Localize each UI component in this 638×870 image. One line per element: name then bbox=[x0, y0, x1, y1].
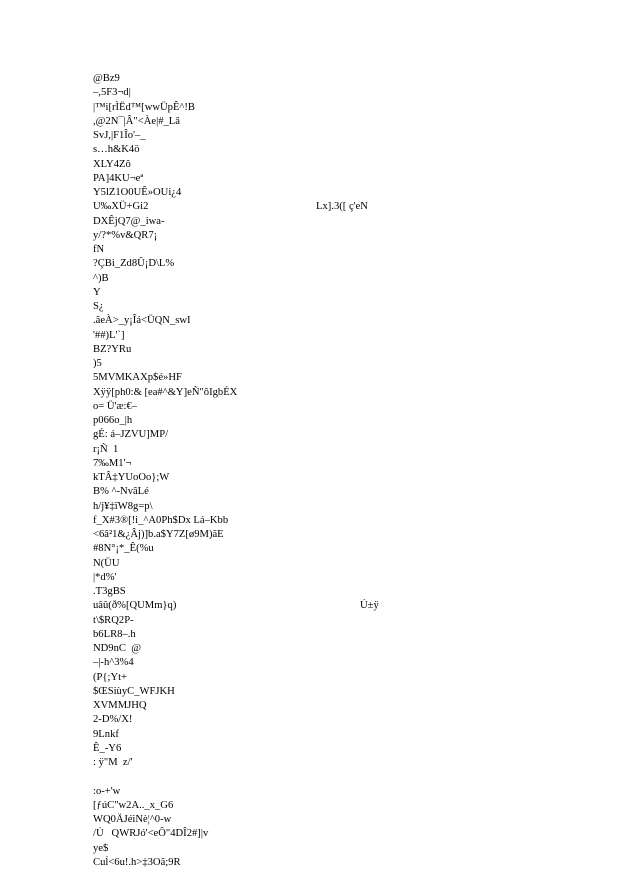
text-line bbox=[93, 728, 553, 742]
text-line-content: 2-D%/X! bbox=[93, 714, 133, 726]
text-line bbox=[93, 471, 553, 485]
text-line-content: [ƒúC"w2A.._x_G6 bbox=[93, 799, 174, 811]
text-line bbox=[93, 685, 553, 699]
text-line-content: Xÿÿ[ph0:& [ea#^&Y]eÑ"ôIgbÉX bbox=[93, 386, 238, 398]
text-line bbox=[93, 272, 553, 286]
text-line bbox=[93, 528, 553, 542]
text-line-content: |™i[rÌËd™[wwÜpÊ^!B bbox=[93, 101, 195, 113]
text-line bbox=[93, 713, 553, 727]
text-line bbox=[93, 257, 553, 271]
text-line bbox=[93, 357, 553, 371]
text-line-content: –|-h^3%4 bbox=[93, 657, 134, 669]
text-line bbox=[93, 656, 553, 670]
text-line-content: Cuĺ<6u!.h>‡3Oã;9R bbox=[93, 856, 181, 868]
text-line bbox=[93, 642, 553, 656]
text-line bbox=[93, 813, 553, 827]
text-line-content: o= Ü'æ:€– bbox=[93, 400, 138, 412]
text-line-content: DXÊjQ7@_iwa- bbox=[93, 215, 165, 227]
text-line bbox=[93, 300, 553, 314]
text-line-content: ,@2N¯|Â"<Àe|#_Lâ bbox=[93, 115, 180, 127]
text-line-content: s…h&K4ö bbox=[93, 144, 140, 156]
text-line bbox=[93, 286, 553, 300]
text-line-content: r¡Ñ 1 bbox=[93, 443, 119, 455]
text-line bbox=[93, 571, 553, 585]
text-line-content: ^)B bbox=[93, 272, 109, 284]
text-line bbox=[93, 557, 553, 571]
text-line-content: Y bbox=[93, 286, 101, 298]
text-line-content: #8N°¡*_Ê(%u bbox=[93, 543, 154, 555]
text-line-content: : ÿ"M z/' bbox=[93, 757, 133, 768]
document-text-block bbox=[93, 72, 553, 870]
text-line bbox=[93, 827, 553, 841]
text-line-content: BZ?YRu bbox=[93, 343, 132, 355]
text-line bbox=[93, 842, 553, 856]
text-line-content: WQ0ÄJéiNè¦^0-w bbox=[93, 814, 172, 825]
text-line-content: 5MVMKAXp$é»HF bbox=[93, 372, 182, 384]
text-line bbox=[93, 386, 553, 400]
text-line-content: kTÂ‡YUoOo};W bbox=[93, 472, 170, 483]
text-line-content: U‰XÜ+Gi2 bbox=[93, 201, 149, 213]
text-line-content: XLY4Zô bbox=[93, 158, 131, 170]
text-line-content: )5 bbox=[93, 358, 102, 369]
text-line-content: <6â²1&¿Âj)]b.a$Y7Z[ø9M)ãE bbox=[93, 529, 224, 540]
text-line bbox=[93, 229, 553, 243]
text-line-content: B% ^-NvâLé bbox=[93, 486, 149, 498]
text-line bbox=[93, 158, 553, 172]
text-line bbox=[93, 215, 553, 229]
text-line bbox=[93, 599, 553, 613]
text-line bbox=[93, 500, 553, 514]
text-line bbox=[93, 414, 553, 428]
text-line bbox=[93, 699, 553, 713]
text-line bbox=[93, 671, 553, 685]
text-line-content: $ŒSiùyC_WFJKH bbox=[93, 685, 175, 697]
text-line bbox=[93, 428, 553, 442]
text-line bbox=[93, 143, 553, 157]
text-line bbox=[93, 129, 553, 143]
text-line bbox=[93, 585, 553, 599]
text-line bbox=[93, 343, 553, 357]
text-line-content: t\$RQ2P- bbox=[93, 614, 134, 626]
text-line-content: fN bbox=[93, 244, 105, 255]
text-line-content: .T3gBS bbox=[93, 586, 126, 597]
text-line bbox=[93, 785, 553, 799]
text-line-content: S¿ bbox=[93, 301, 104, 312]
text-line bbox=[93, 614, 553, 628]
text-line-content: h/j¥‡ïW8g=p\ bbox=[93, 500, 153, 512]
text-line-content: '##)L'`] bbox=[93, 329, 125, 341]
text-line bbox=[93, 628, 553, 642]
text-line-content: ?ÇBi_Zd8Û¡D\L% bbox=[93, 258, 175, 270]
text-line-content: |*d%' bbox=[93, 571, 117, 583]
text-line bbox=[93, 756, 553, 770]
text-line-content: ye$ bbox=[93, 842, 109, 854]
text-line bbox=[93, 770, 553, 784]
text-line bbox=[93, 314, 553, 328]
text-line-content: /Ú QWRJó'<eÔ"4DÎ2#]|v bbox=[93, 828, 209, 840]
text-line bbox=[93, 514, 553, 528]
text-line-content: Y5lZ1O0UÊ»OUi¿4 bbox=[93, 187, 182, 198]
text-line bbox=[93, 856, 553, 870]
text-line bbox=[93, 443, 553, 457]
text-line-content: f_X#3®[!i_^A0Ph$Dx Lá–Kbb bbox=[93, 514, 229, 526]
text-line-content: 9Lnkf bbox=[93, 728, 119, 740]
text-line-content: –,5F3¬d| bbox=[93, 87, 131, 99]
text-line bbox=[93, 400, 553, 414]
text-line bbox=[93, 101, 553, 115]
text-line bbox=[93, 799, 553, 813]
text-line bbox=[93, 329, 553, 343]
text-line-content: (P{;Yt+ bbox=[93, 671, 128, 683]
text-line bbox=[93, 742, 553, 756]
text-line-right-column: Ú±ÿ bbox=[360, 600, 379, 612]
text-line-right-column: Lx].3([ ç'eN bbox=[316, 201, 368, 213]
text-line bbox=[93, 371, 553, 385]
text-line-content: gÉ: á–JZVU]MP/ bbox=[93, 429, 169, 441]
text-line-content: .ãeÀ>_y¡Îá<ÜQN_swI bbox=[93, 315, 191, 327]
text-line-content: @Bz9 bbox=[93, 73, 120, 84]
text-line bbox=[93, 243, 553, 257]
text-line-content: XVMMJHQ bbox=[93, 700, 147, 711]
text-line bbox=[93, 542, 553, 556]
text-line bbox=[93, 86, 553, 100]
text-line-content: Ê_-Y6 bbox=[93, 742, 122, 754]
text-line bbox=[93, 457, 553, 471]
text-line-content: 7‰M1'¬ bbox=[93, 457, 132, 469]
text-line-content: uâû(ð%[QUMm}q) bbox=[93, 600, 177, 612]
text-line-content: p066o_|h bbox=[93, 415, 133, 426]
text-line bbox=[93, 115, 553, 129]
text-line bbox=[93, 485, 553, 499]
text-line-content: :o-+'w bbox=[93, 785, 121, 797]
text-line bbox=[93, 172, 553, 186]
text-line bbox=[93, 72, 553, 86]
text-line bbox=[93, 186, 553, 200]
text-line-content: b6LR8–.h bbox=[93, 628, 136, 640]
text-line-content: N(ÜU bbox=[93, 557, 120, 569]
text-line-content: ND9nC @ bbox=[93, 643, 142, 654]
text-line-content: PA]4KU¬eª bbox=[93, 172, 144, 184]
text-line-content: y/?*%v&QR7¡ bbox=[93, 229, 158, 241]
text-line-content: SvJ,|F1Îo'–_ bbox=[93, 130, 146, 141]
text-line bbox=[93, 200, 553, 214]
